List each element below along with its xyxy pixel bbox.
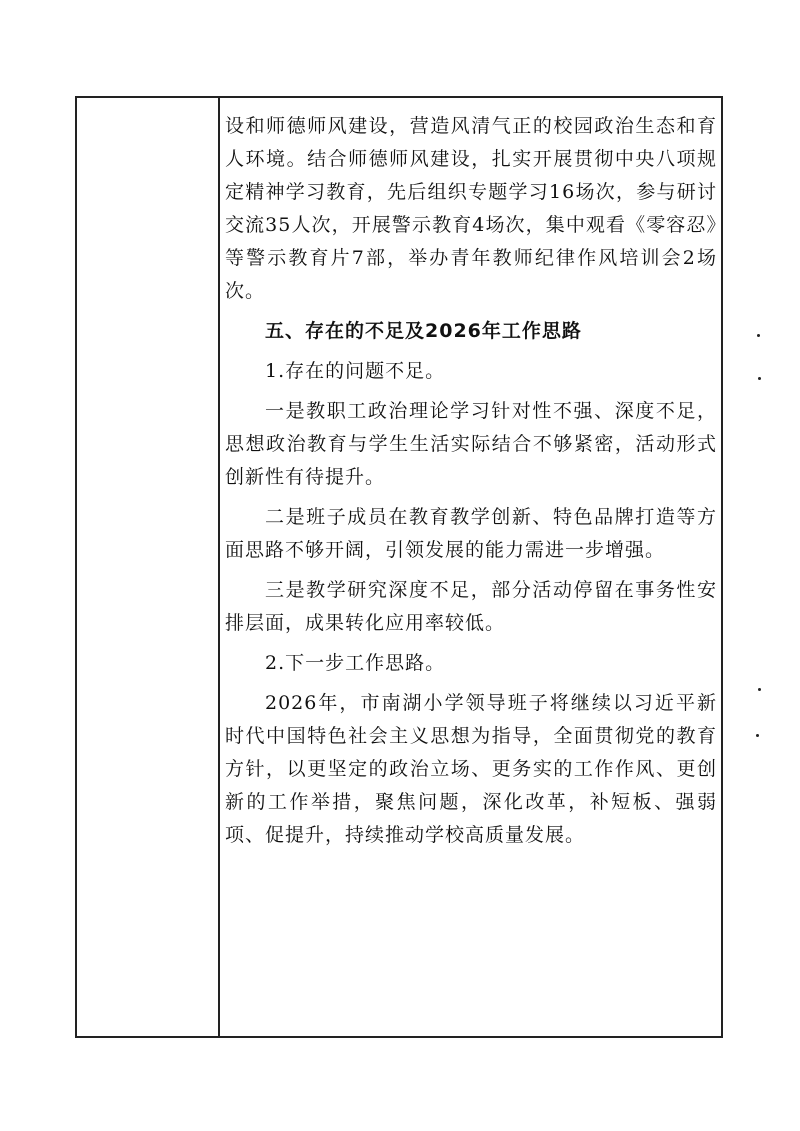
problem-item-1: 一是教职工政治理论学习针对性不强、深度不足，思想政治教育与学生生活实际结合不够紧密，活动形式创新性有待提升。: [225, 400, 717, 488]
table-content-cell: [225, 110, 717, 859]
subheading-next-steps: 2.下一步工作思路。: [265, 652, 446, 674]
paragraph-continuation: 设和师德师风建设，营造风清气正的校园政治生态和育人环境。结合师德师风建设，扎实开展贯彻中央八项规定精神学习教育，先后组织专题学习16场次，参与研讨交流35人次，开展警示教育4场次，集中观看《零容忍》等警示教育片7部，举办青年教师纪律作风培训会2场次。: [225, 115, 717, 302]
problem-item-3: 三是教学研究深度不足，部分活动停留在事务性安排层面，成果转化应用率较低。: [225, 579, 717, 634]
scan-speck: [758, 377, 761, 380]
column-divider: [218, 98, 220, 1036]
scan-speck: [758, 688, 761, 691]
problem-item-2: 二是班子成员在教育教学创新、特色品牌打造等方面思路不够开阔，引领发展的能力需进一步增强。: [225, 506, 717, 561]
subheading-problems: 1.存在的问题不足。: [265, 360, 446, 382]
scan-speck: [756, 734, 759, 737]
section-heading-5: 五、存在的不足及2026年工作思路: [265, 320, 582, 342]
next-steps-paragraph: 2026年，市南湖小学领导班子将继续以习近平新时代中国特色社会主义思想为指导，全面贯彻党的教育方针，以更坚定的政治立场、更务实的工作作风、更创新的工作举措，聚焦问题，深化改革，补短板、强弱项、促提升，持续推动学校高质量发展。: [225, 692, 717, 846]
scan-speck: [757, 334, 760, 337]
